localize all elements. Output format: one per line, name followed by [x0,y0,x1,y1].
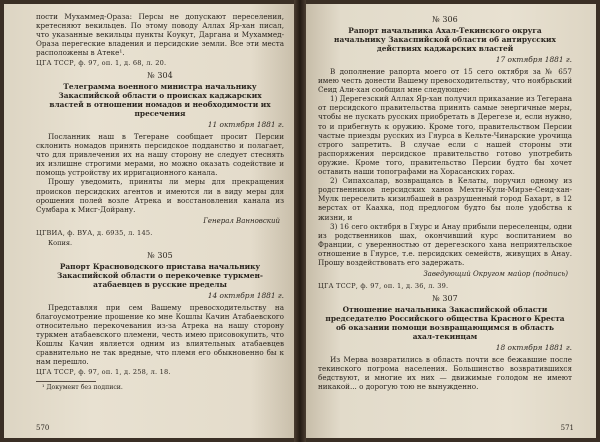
archive-reference: ЦГА ТССР, ф. 97, оп. 1, д. 36, л. 39. [318,282,449,291]
document-heading: Отношение начальника Закаспийской области председателю Российского общества Красного Креста об оказании помощи возвращающимся в область ахал-текинцам [325,304,565,341]
left-page [4,4,294,438]
continued-text: пости Мухаммед-Ораза: Персы не допускают переселения, кретесняют векильцев. По этому поводу Аллах Яр-хан писал, что указанные векильцы пункты Коукут, Даргана и Мухаммед-Ораза перегеские владения и персидские земли. Все эти места расположены в Атеке¹. [36,12,284,58]
paragraph: Посланник наш в Тегеране сообщает просит Персии склонить номадов принять персидское подданство и полагает, что для привлечения их на нашу сторону не следует стеснять их излишне строгими мерами, но можно оказать содействие и помощь устройству их ирригационного канала. [36,131,284,178]
document-number: № 304 [147,70,173,80]
paragraph: 1) Дерегезский Аллах Яр-хан получил приказание из Тегерана от персидского правительства принять самые энергичные меры, чтобы не пускать русских приобретать в Дерегезе и, если нужно, то и прибегнуть к оружию. Кроме того, правительством Персии частые приезды русских из Гяурса в Кельте-Чинарские урочища строго запретить. В случае если с нашей стороны эти распоряжения персидское правительство готово употребить оружие. Кроме того, правительство Персии будто бы хочет оставить наши топографами на Хорасанских горах. [318,94,572,177]
page-number: 571 [560,424,574,432]
book-gutter [294,0,306,442]
paragraph: 2) Сипахсалар, возвращаясь в Келаты, поручил одному из родственников персидских ханов Мехти-Кули-Мирзе-Сеид-хан-Мулк переселить кизилбашей в разрушенный город Бахарт, в 12 верстах от Каахка, под предлогом будто бы поле удобства к жизни, и [318,176,572,222]
document-number: № 306 [432,15,458,24]
signature: Заведующий Округом майор (подпись) [423,270,568,279]
document-date: 11 октября 1881 г. [207,119,284,129]
document-number: № 305 [147,250,173,260]
archive-reference: ЦГА ТССР, ф. 97, оп. 1, д. 258, л. 18. [36,368,171,377]
footnote-rule [36,381,96,382]
page-number: 570 [36,424,50,432]
paragraph: 3) 16 сего октября в Гяурс и Анау прибыли переселенцы, одни из родственников шах, окончивший курс воспитанием во Франции, с уверенностью от дерегезского хана неприятельское отношение в Гяурсе, т.е. персидских семейств, живущих в Анау. Прошу воздействовать его задержать. [318,221,572,267]
footnote: ¹ Документ без подписи. [42,383,123,391]
archive-reference: ЦГВИА, ф. ВУА, д. 6935, л. 145. [36,228,153,237]
document-number: № 307 [432,293,458,303]
paragraph: Прошу уведомить, приняты ли меры для прекращения происков персидских агентов и имеются ли в виду меры для орошения полей возле Атрека и восстановления канала из Сумбара к Мисг-Дойрану. [36,177,284,214]
document-heading: Телеграмма военного министра начальнику Закаспийской области о происках каджарских властей в отношении номадов и необходимости их пресечения [49,81,271,118]
document-date: 17 октября 1881 г. [495,55,572,64]
paragraph: Представляя при сем Вашему превосходительству на благоусмотрение прошение ко мне Кошлы Качин Атабаевского относительно перекочевания из-за Атрека на нашу сторону туркмен атабаевского племени, честь имею присовокупить, что Кошлы Качин является одним из влиятельных атабаевцев сравнительно не так вредные, что племя его обыкновенно бы к нам перешло. [36,302,284,367]
right-page [306,4,596,438]
document-heading: Рапорт начальника Ахал-Текинского округа начальнику Закаспийской области об антирусских действиях каджарских властей [334,26,556,53]
paragraph: Из Мерва возвратились в область почти все бежавшие после текинского погрома населения. Большинство возвратившихся бедствуют, и многие их них — движимые голодом не имеют никакой... о дорогую тою не вынужденно. [318,354,572,391]
document-heading: Рапорт Красноводского пристава начальнику Закаспийской области о перекочевке туркмен-атабаевцев в русские пределы [57,261,263,289]
signature: Генерал Ванновский [203,216,280,225]
archive-reference: ЦГА ТССР, ф. 97, оп. 1, д. 68, л. 20. [36,59,167,68]
copy-note: Копия. [48,239,73,248]
document-date: 18 октября 1881 г. [495,342,572,352]
paragraph: В дополнение рапорта моего от 15 сего октября за № 657 имею честь донести Вашему превосходительству, что ноябрьский Сеид Али-хан сообщил мне следующее: [318,67,572,95]
document-date: 14 октября 1881 г. [207,290,284,300]
